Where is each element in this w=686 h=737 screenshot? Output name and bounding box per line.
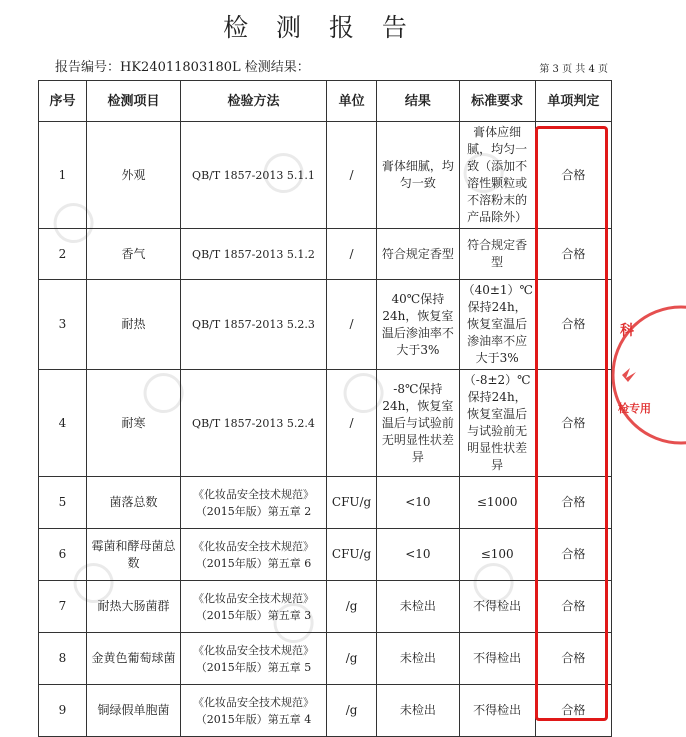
cell-verdict: 合格 — [535, 280, 611, 370]
cell-standard: 不得检出 — [459, 633, 535, 685]
cell-standard: 不得检出 — [459, 685, 535, 737]
table-row — [39, 280, 612, 370]
table-row — [39, 685, 612, 737]
table-header-row — [39, 81, 612, 122]
cell-no: 8 — [39, 633, 87, 685]
cell-item: 金黄色葡萄球菌 — [87, 633, 181, 685]
report-title: 检 测 报 告 — [223, 13, 417, 42]
cell-unit: /g — [327, 633, 377, 685]
cell-result: -8℃保持24h，恢复室温后与试验前无明显性状差异 — [377, 370, 459, 477]
cell-no: 5 — [39, 477, 87, 529]
table-row — [39, 122, 612, 229]
test-results-table — [38, 80, 612, 737]
cell-verdict: 合格 — [535, 122, 611, 229]
cell-no: 3 — [39, 280, 87, 370]
table-row — [39, 581, 612, 633]
header-verdict: 单项判定 — [535, 81, 611, 122]
cell-method: QB/T 1857-2013 5.2.3 — [180, 280, 326, 370]
header-no: 序号 — [39, 81, 87, 122]
cell-verdict: 合格 — [535, 477, 611, 529]
cell-verdict: 合格 — [535, 370, 611, 477]
header-method: 检验方法 — [180, 81, 326, 122]
header-unit: 单位 — [327, 81, 377, 122]
cell-no: 4 — [39, 370, 87, 477]
cell-item: 耐热大肠菌群 — [87, 581, 181, 633]
cell-method: QB/T 1857-2013 5.2.4 — [180, 370, 326, 477]
table-row — [39, 229, 612, 280]
cell-standard: ≤1000 — [459, 477, 535, 529]
cell-standard: 膏体应细腻，均匀一致（添加不溶性颗粒或不溶粉末的产品除外） — [459, 122, 535, 229]
cell-item: 霉菌和酵母菌总数 — [87, 529, 181, 581]
cell-result: 未检出 — [377, 633, 459, 685]
cell-item: 外观 — [87, 122, 181, 229]
cell-verdict: 合格 — [535, 529, 611, 581]
cell-item: 耐热 — [87, 280, 181, 370]
cell-method: QB/T 1857-2013 5.1.2 — [180, 229, 326, 280]
cell-standard: 符合规定香型 — [459, 229, 535, 280]
cell-method: 《化妆品安全技术规范》（2015年版）第五章 6 — [180, 529, 326, 581]
header-standard: 标准要求 — [459, 81, 535, 122]
cell-unit: CFU/g — [327, 529, 377, 581]
cell-verdict: 合格 — [535, 685, 611, 737]
cell-method: QB/T 1857-2013 5.1.1 — [180, 122, 326, 229]
cell-no: 9 — [39, 685, 87, 737]
report-number: 报告编号：HK24011803180L 检测结果： — [55, 60, 310, 75]
cell-item: 菌落总数 — [87, 477, 181, 529]
table-row — [39, 477, 612, 529]
cell-verdict: 合格 — [535, 229, 611, 280]
cell-unit: / — [327, 122, 377, 229]
header-result: 结果 — [377, 81, 459, 122]
verdict-highlight-box — [535, 126, 608, 721]
cell-item: 香气 — [87, 229, 181, 280]
header-item: 检测项目 — [87, 81, 181, 122]
cell-unit: /g — [327, 581, 377, 633]
cell-standard: （-8±2）℃保持24h，恢复室温后与试验前无明显性状差异 — [459, 370, 535, 477]
cell-result: 未检出 — [377, 581, 459, 633]
cell-no: 2 — [39, 229, 87, 280]
cell-result: 膏体细腻，均匀一致 — [377, 122, 459, 229]
cell-standard: ≤100 — [459, 529, 535, 581]
cell-no: 7 — [39, 581, 87, 633]
cell-unit: CFU/g — [327, 477, 377, 529]
cell-method: 《化妆品安全技术规范》（2015年版）第五章 3 — [180, 581, 326, 633]
stamp-text-bottom: 检专用 — [618, 402, 651, 415]
table-row — [39, 633, 612, 685]
cell-verdict: 合格 — [535, 581, 611, 633]
cell-result: 符合规定香型 — [377, 229, 459, 280]
inspection-seal-stamp — [606, 300, 686, 450]
table-row — [39, 529, 612, 581]
cell-no: 6 — [39, 529, 87, 581]
cell-standard: （40±1）℃保持24h，恢复室温后渗油率不应大于3% — [459, 280, 535, 370]
cell-unit: / — [327, 229, 377, 280]
cell-method: 《化妆品安全技术规范》（2015年版）第五章 4 — [180, 685, 326, 737]
cell-standard: 不得检出 — [459, 581, 535, 633]
cell-unit: / — [327, 370, 377, 477]
cell-verdict: 合格 — [535, 633, 611, 685]
cell-no: 1 — [39, 122, 87, 229]
cell-item: 铜绿假单胞菌 — [87, 685, 181, 737]
cell-result: <10 — [377, 529, 459, 581]
cell-result: 未检出 — [377, 685, 459, 737]
page-info: 第 3 页 共 4 页 — [539, 64, 608, 75]
cell-unit: /g — [327, 685, 377, 737]
cell-item: 耐寒 — [87, 370, 181, 477]
cell-method: 《化妆品安全技术规范》（2015年版）第五章 5 — [180, 633, 326, 685]
cell-unit: / — [327, 280, 377, 370]
cell-method: 《化妆品安全技术规范》（2015年版）第五章 2 — [180, 477, 326, 529]
cell-result: 40℃保持24h，恢复室温后渗油率不大于3% — [377, 280, 459, 370]
table-row — [39, 370, 612, 477]
cell-result: <10 — [377, 477, 459, 529]
stamp-text-top: 科 — [620, 323, 634, 339]
